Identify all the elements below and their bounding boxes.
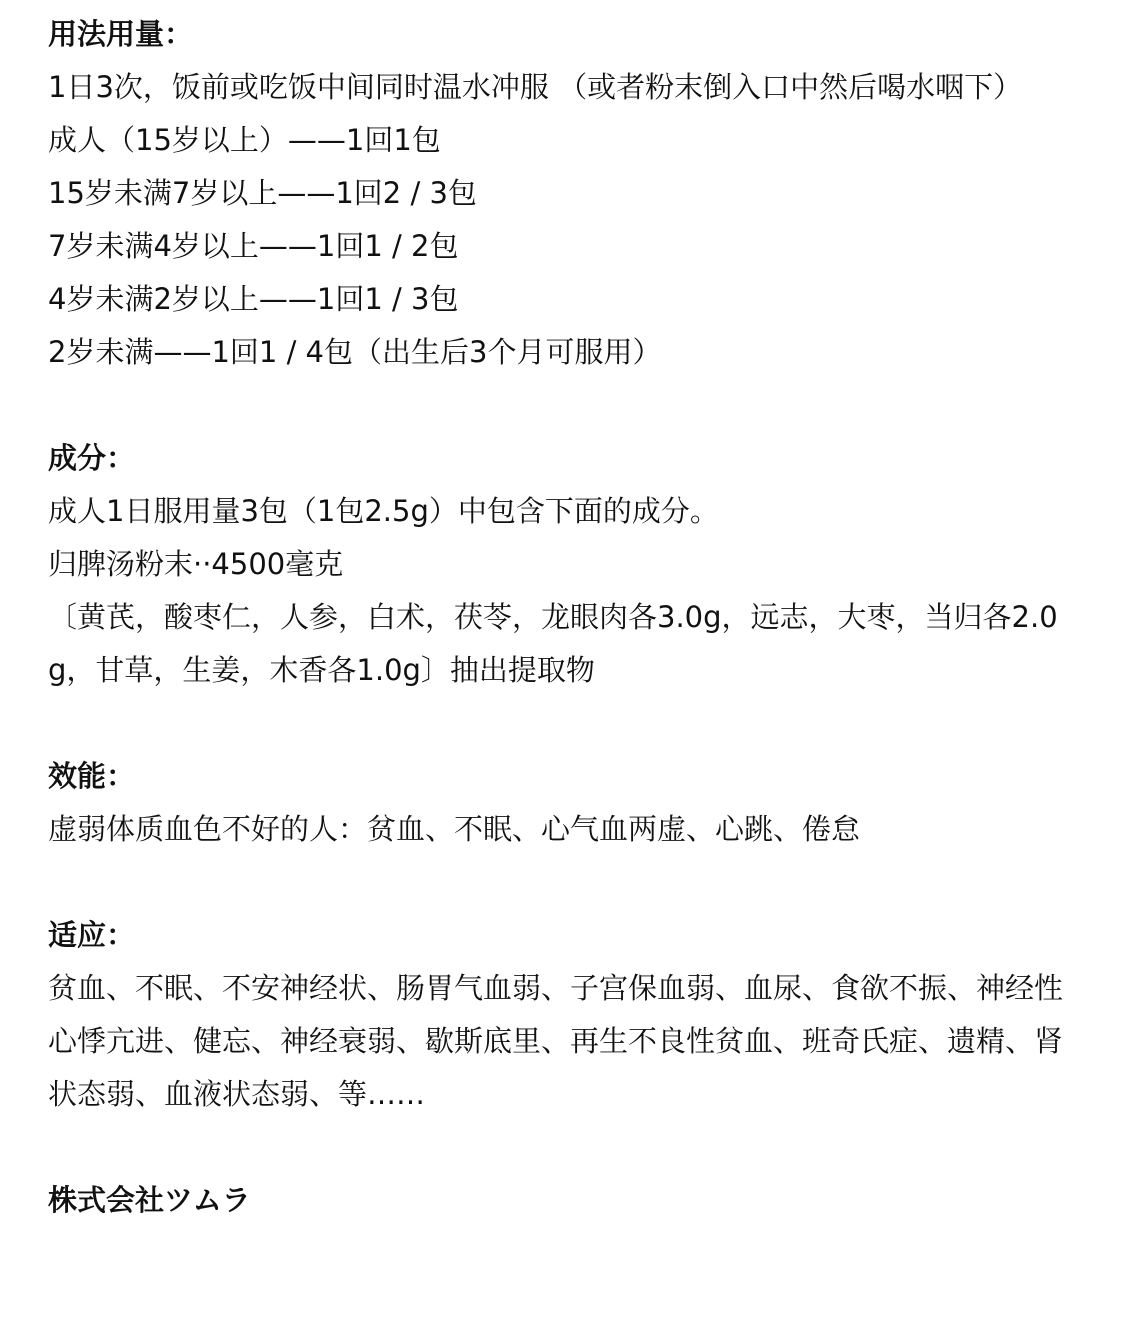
section-spacer (48, 1121, 1072, 1174)
usage-line: 成人（15岁以上）——1回1包 (48, 123, 441, 157)
efficacy-line: 虚弱体质血色不好的人：贫血、不眠、心气血两虚、心跳、倦怠 (48, 812, 861, 846)
ingredients-line: 归脾汤粉末··4500毫克 (48, 547, 344, 581)
ingredients-heading: 成分： (48, 441, 136, 475)
section-spacer (48, 856, 1072, 909)
usage-heading: 用法用量： (48, 17, 194, 51)
usage-line: 15岁未满7岁以上——1回2 / 3包 (48, 176, 477, 210)
efficacy-heading: 效能： (48, 759, 136, 793)
usage-section (48, 8, 1072, 379)
usage-line: 4岁未满2岁以上——1回1 / 3包 (48, 282, 459, 316)
efficacy-section (48, 750, 1072, 856)
section-spacer (48, 697, 1072, 750)
indications-line: 贫血、不眠、不安神经状、肠胃气血弱、子宫保血弱、血尿、食欲不振、神经性心悸亢进、健忘、神经衰弱、歇斯底里、再生不良性贫血、班奇氏症、遗精、肾状态弱、血液状态弱、等…… (48, 971, 1064, 1111)
indications-section (48, 909, 1072, 1121)
ingredients-section (48, 432, 1072, 697)
usage-line: 1日3次，饭前或吃饭中间同时温水冲服 （或者粉末倒入口中然后喝水咽下） (48, 70, 1023, 104)
ingredients-line: 〔黄芪，酸枣仁，人参，白术，茯苓，龙眼肉各3.0g，远志，大枣，当归各2.0g，甘草，生姜，木香各1.0g〕抽出提取物 (48, 600, 1058, 687)
usage-line: 7岁未满4岁以上——1回1 / 2包 (48, 229, 459, 263)
usage-line: 2岁未满——1回1 / 4包（出生后3个月可服用） (48, 335, 662, 369)
ingredients-line: 成人1日服用量3包（1包2.5g）中包含下面的成分。 (48, 494, 719, 528)
indications-heading: 适应： (48, 918, 136, 952)
company-name: 株式会社ツムラ (48, 1183, 251, 1217)
section-spacer (48, 379, 1072, 432)
